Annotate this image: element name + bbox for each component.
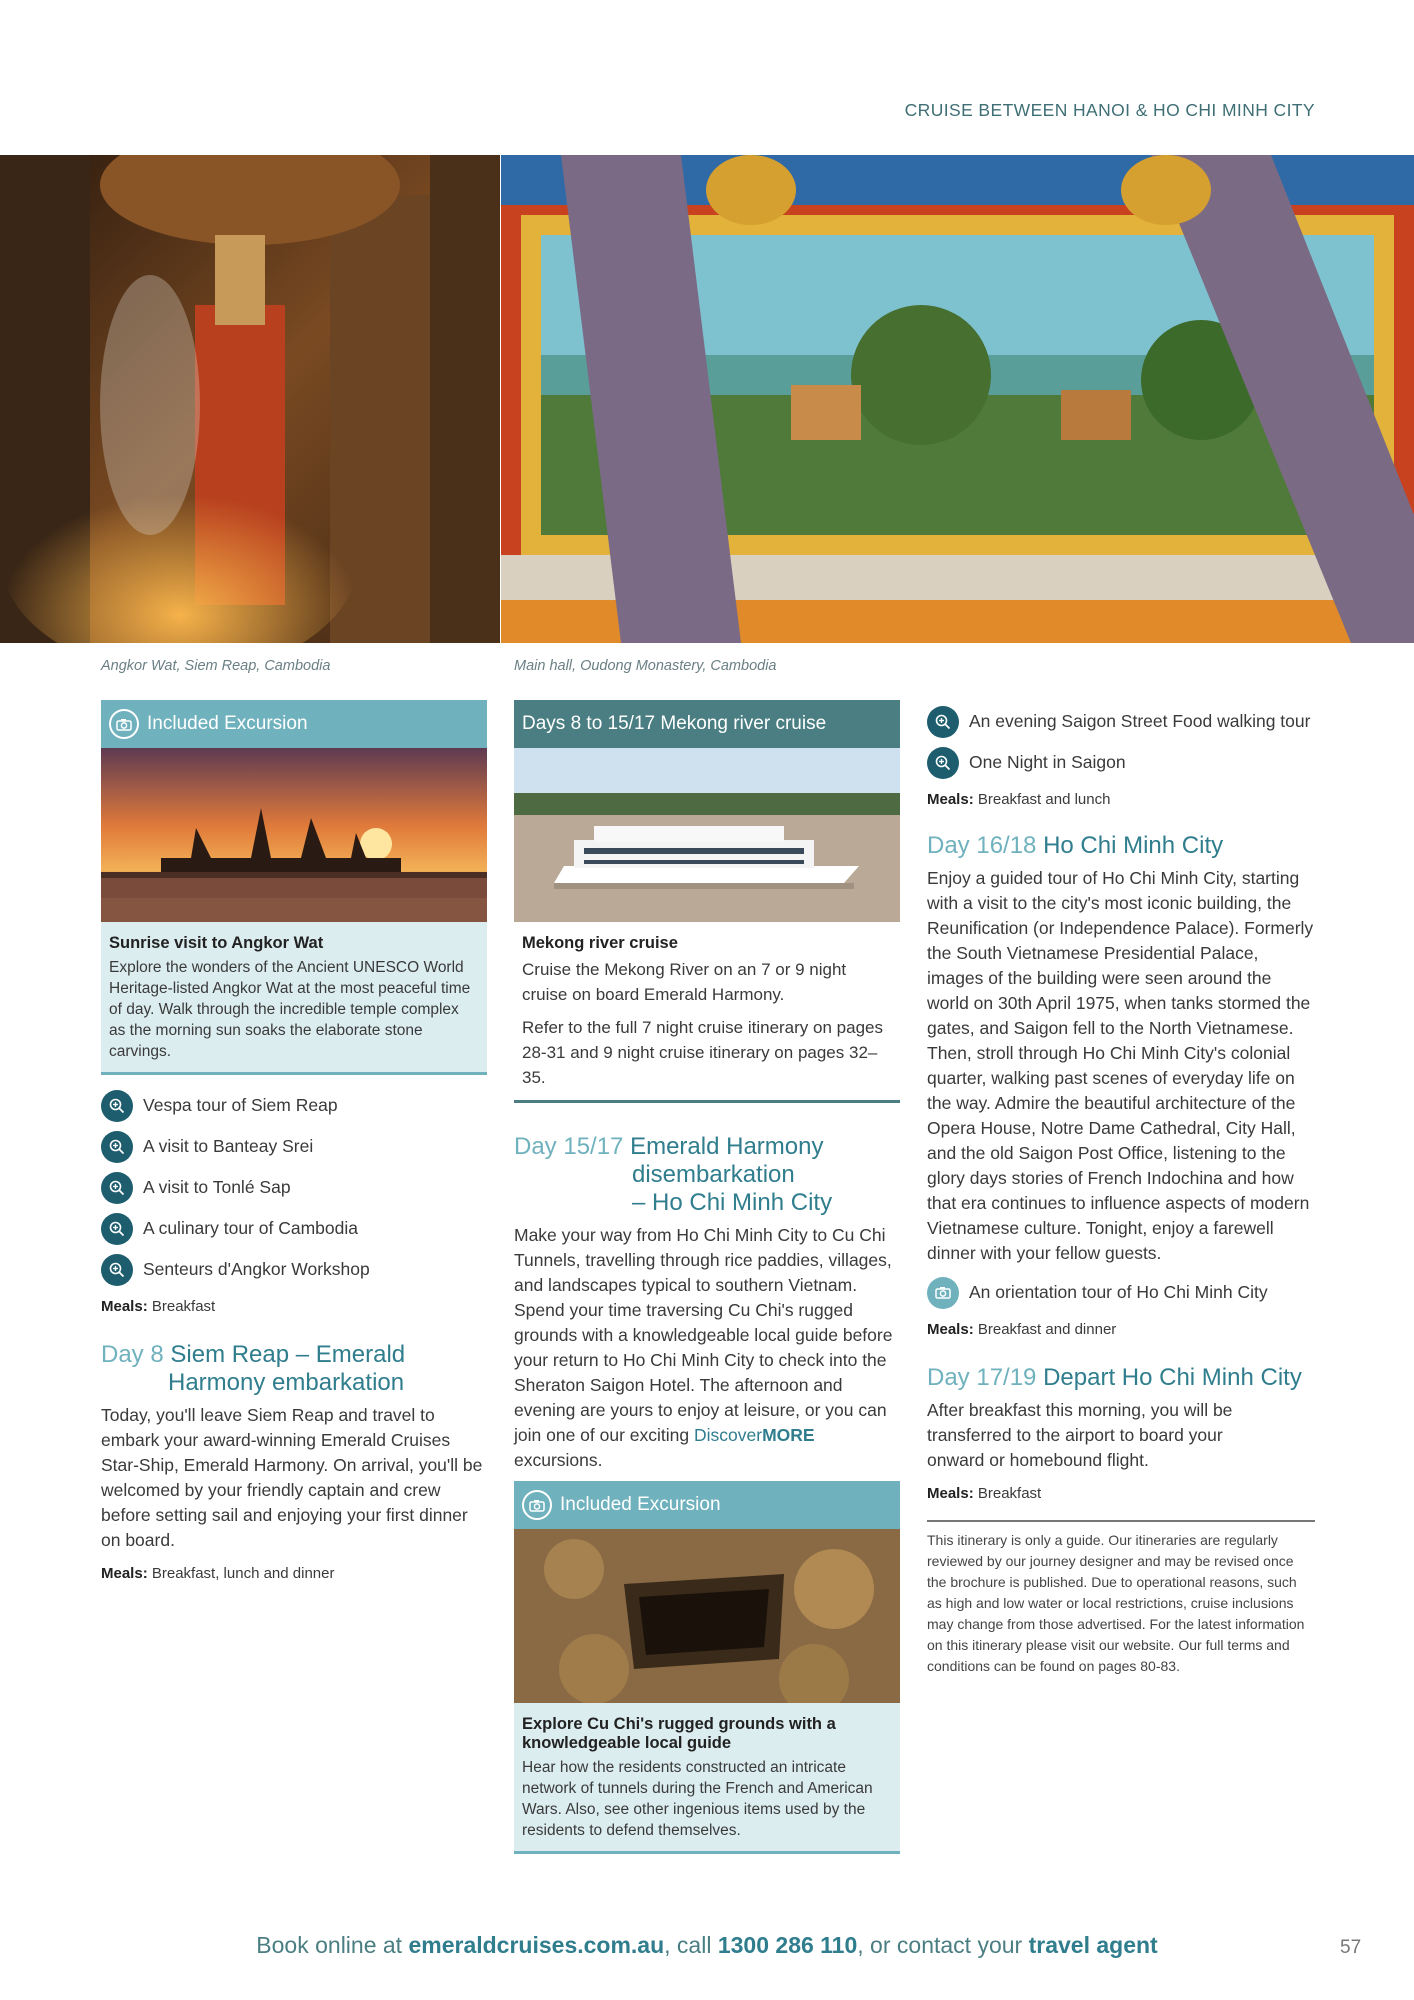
travel-agent: travel agent [1028, 1932, 1158, 1958]
saigon-options-list [927, 701, 1315, 783]
list-item[interactable] [101, 1085, 487, 1126]
day-15-heading [514, 1133, 900, 1217]
meals-line [927, 791, 1315, 808]
meals-line [101, 1565, 487, 1582]
angkor-wat-photo [0, 155, 500, 643]
list-item[interactable] [927, 701, 1315, 742]
day-number: Day 8 [101, 1341, 164, 1368]
day-15-text [514, 1223, 900, 1473]
meals-line [101, 1298, 487, 1315]
website-link[interactable]: emeraldcruises.com.au [408, 1932, 665, 1958]
option-label: One Night in Saigon [969, 752, 1126, 772]
day-17-text: After breakfast this morning, you will be transferred to the airport to board your onward or homebound flight. [927, 1400, 1233, 1470]
panel-title: Sunrise visit to Angkor Wat [109, 934, 324, 952]
day-title-cont: disembarkation [632, 1161, 795, 1188]
day-title: Depart Ho Chi Minh City [1043, 1364, 1302, 1391]
cu-chi-panel [514, 1481, 900, 1854]
meals-value: Breakfast and lunch [977, 791, 1111, 808]
page-number: 57 [1340, 1937, 1362, 1958]
meals-value: Breakfast [151, 1298, 216, 1315]
included-excursion-header [514, 1481, 900, 1529]
magnify-plus-icon [101, 1254, 133, 1286]
meals-label: Meals: [927, 1485, 974, 1502]
camera-icon [522, 1490, 552, 1520]
phone-number[interactable]: 1300 286 110 [717, 1932, 858, 1958]
column-1 [101, 700, 487, 1582]
oudong-monastery-photo [501, 155, 1414, 643]
list-item[interactable] [927, 742, 1315, 783]
magnify-plus-icon [927, 706, 959, 738]
camera-icon [109, 709, 139, 739]
meals-value: Breakfast and dinner [977, 1321, 1117, 1338]
camera-icon [927, 1277, 959, 1309]
day-title-cont: Harmony embarkation [168, 1369, 405, 1396]
day-17-heading [927, 1364, 1315, 1392]
day-16-text: Enjoy a guided tour of Ho Chi Minh City, starting with a visit to the city's most iconic building, the Reunification (or Independence Palace). Formerly the South Vietnamese Presidential Palace, images of the building were seen around the world on 30th April 1975, when tanks stormed the gates, and Saigon fell to the North Vietnamese. Then, stroll through Ho Chi Minh City's colonial quarter, walking past scenes of everyday life on the way. Admire the beautiful architecture of the Opera House, Notre Dame Cathedral, City Hall, and the old Saigon Post Office, listening to the glory days stories of French Indochina and how that era continues to influence aspects of modern Vietnamese culture. Tonight, enjoy a farewell dinner with your fellow guests. [927, 868, 1314, 1263]
day-15-body: Make your way from Ho Chi Minh City to Cu Chi Tunnels, travelling through rice paddies, villages, and landscapes typical to southern Vietnam. Spend your time traversing Cu Chi's rugged grounds with a knowledgeable local guide before your return to Ho Chi Minh City to check into the Sheraton Saigon Hotel. The afternoon and evening are yours to enjoy at leisure, or you can join one of our exciting [514, 1225, 893, 1445]
magnify-plus-icon [101, 1172, 133, 1204]
magnify-plus-icon [101, 1131, 133, 1163]
meals-line [927, 1321, 1315, 1338]
panel-title: Mekong river cruise [522, 934, 678, 952]
list-item[interactable] [101, 1167, 487, 1208]
meals-label: Meals: [927, 1321, 974, 1338]
meals-label: Meals: [927, 791, 974, 808]
footer-text: , call [664, 1932, 712, 1958]
panel-title: Explore Cu Chi's rugged grounds with a knowledgeable local guide [522, 1715, 836, 1752]
angkor-sunrise-photo [101, 748, 487, 922]
brand-b: MORE [762, 1425, 815, 1445]
brand-a: Discover [694, 1425, 763, 1445]
day-title: Emerald Harmony [630, 1133, 824, 1160]
panel-text: Refer to the full 7 night cruise itinerary on pages 28-31 and 9 night cruise itinerary on pages 32–35. [522, 1018, 883, 1087]
section-label: CRUISE BETWEEN HANOI & HO CHI MINH CITY [904, 100, 1315, 120]
magnify-plus-icon [101, 1090, 133, 1122]
option-label: An orientation tour of Ho Chi Minh City [969, 1282, 1268, 1302]
panel-text: Explore the wonders of the Ancient UNESCO World Heritage-listed Angkor Wat at the most peaceful time of day. Walk through the incredible temple complex as the morning sun soaks the elaborate stone carvings. [109, 959, 471, 1060]
day-15-body-end: excursions. [514, 1450, 603, 1470]
option-label: Vespa tour of Siem Reap [143, 1095, 338, 1115]
mekong-cruise-header: Days 8 to 15/17 Mekong river cruise [514, 700, 900, 748]
list-item[interactable] [101, 1126, 487, 1167]
day-title: Siem Reap – Emerald [170, 1341, 406, 1368]
mekong-panel-body [514, 922, 900, 1103]
option-label: A visit to Banteay Srei [143, 1136, 314, 1156]
panel-text: Cruise the Mekong River on an 7 or 9 night cruise on board Emerald Harmony. [522, 960, 847, 1004]
optional-excursions-list [101, 1085, 487, 1290]
list-item[interactable] [101, 1249, 487, 1290]
sunrise-panel-body [101, 922, 487, 1075]
magnify-plus-icon [927, 747, 959, 779]
day-16-heading [927, 832, 1315, 860]
option-label: A culinary tour of Cambodia [143, 1218, 358, 1238]
day-number: Day 15/17 [514, 1133, 624, 1160]
day-number: Day 16/18 [927, 832, 1037, 859]
meals-value: Breakfast, lunch and dinner [151, 1565, 335, 1582]
footer-text: , or contact your [857, 1932, 1023, 1958]
included-orientation-tour[interactable] [927, 1272, 1315, 1313]
emerald-harmony-ship-photo [514, 748, 900, 922]
option-label: A visit to Tonlé Sap [143, 1177, 291, 1197]
day-title-cont: – Ho Chi Minh City [632, 1189, 833, 1216]
column-3 [927, 701, 1315, 1677]
panel-text: Hear how the residents constructed an intricate network of tunnels during the French and American Wars. Also, see other ingenious items used by the residents to defend themselves. [522, 1759, 873, 1839]
meals-line [927, 1485, 1315, 1502]
meals-value: Breakfast [977, 1485, 1042, 1502]
list-item[interactable] [101, 1208, 487, 1249]
right-photo-caption: Main hall, Oudong Monastery, Cambodia [514, 658, 777, 674]
day-8-text: Today, you'll leave Siem Reap and travel to embark your award-winning Emerald Cruises Star-Ship, Emerald Harmony. On arrival, you'll be welcomed by your friendly captain and crew before setting sail and enjoying your first dinner on board. [101, 1405, 483, 1550]
cu-chi-tunnel-photo [514, 1529, 900, 1703]
itinerary-disclaimer: This itinerary is only a guide. Our itineraries are regularly reviewed by our journey designer and may be revised once the brochure is published. Due to operational reasons, such as high and low water or local restrictions, cruise inclusions may change from those advertised. For the latest information on this itinerary please visit our website. Our full terms and conditions can be found on pages 80-83. [927, 1520, 1315, 1677]
option-label: An evening Saigon Street Food walking tour [969, 711, 1311, 731]
column-2 [514, 700, 900, 1854]
day-8-heading [101, 1341, 487, 1397]
included-excursion-header [101, 700, 487, 748]
included-excursion-label: Included Excursion [147, 713, 308, 734]
meals-label: Meals: [101, 1565, 148, 1582]
left-photo-caption: Angkor Wat, Siem Reap, Cambodia [101, 658, 331, 674]
day-title: Ho Chi Minh City [1043, 832, 1224, 859]
footer-text: Book online at [256, 1932, 403, 1958]
discover-more-brand[interactable] [694, 1425, 815, 1445]
cu-chi-panel-body [514, 1703, 900, 1854]
day-number: Day 17/19 [927, 1364, 1037, 1391]
meals-label: Meals: [101, 1298, 148, 1315]
option-label: Senteurs d'Angkor Workshop [143, 1259, 370, 1279]
included-excursion-label: Included Excursion [560, 1494, 721, 1515]
footer-booking-line [0, 1932, 1414, 1959]
magnify-plus-icon [101, 1213, 133, 1245]
